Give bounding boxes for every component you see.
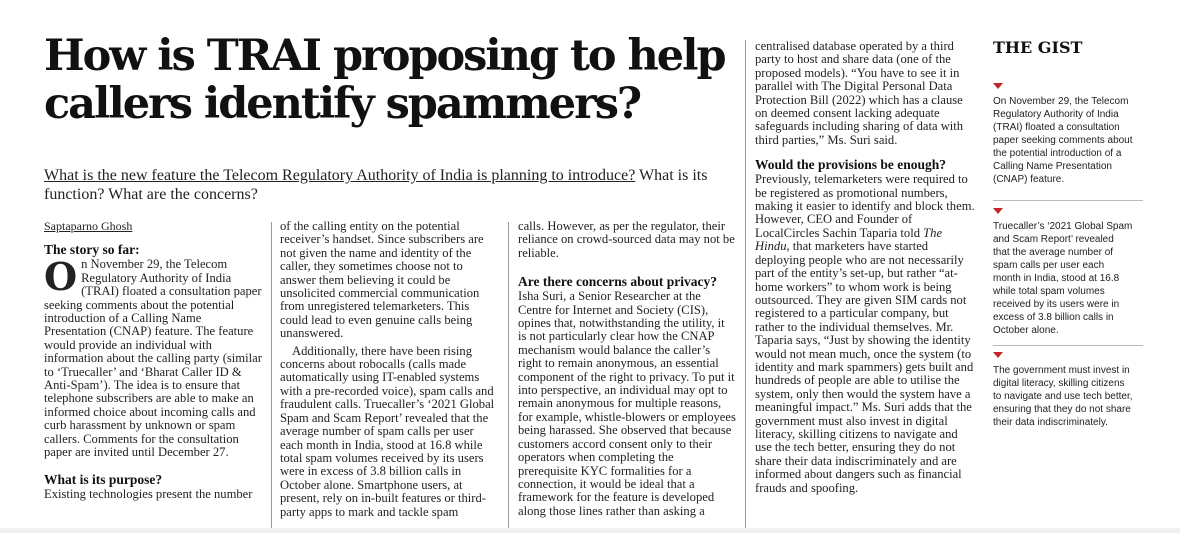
paragraph-text: Previously, telemarketers were required to be registered as promotional numbers, making it easier to identify and block them. However, CEO and Founder of LocalCircles Sachin Taparia told	[755, 172, 975, 240]
column-divider	[508, 222, 509, 528]
heading-privacy: Are there concerns about privacy?	[518, 274, 717, 290]
heading-provisions: Would the provisions be enough?	[755, 157, 947, 173]
dropcap: O	[44, 254, 78, 300]
headline: How is TRAI proposing to help callers identify spammers?	[44, 31, 725, 129]
article-column-2	[280, 220, 498, 528]
gist-text: Truecaller’s ‘2021 Global Spam and Scam Report’ revealed that the average number of spam calls per user each month in India, stood at 16.8 while total spam volumes received by its users were in excess of 3.8 billion calls in October alone.	[993, 221, 1133, 336]
paragraph	[755, 173, 975, 495]
standfirst-rest: What is its function? What are the concerns?	[44, 167, 708, 203]
standfirst	[44, 166, 724, 204]
paragraph: calls. However, as per the regulator, their reliance on crowd-sourced data may not be reliable.	[518, 220, 735, 260]
column-divider	[271, 222, 272, 528]
triangle-marker-icon	[993, 83, 1003, 89]
gist-divider	[993, 345, 1143, 346]
paragraph: Existing technologies present the number	[44, 486, 253, 501]
paragraph: centralised database operated by a third party to host and share data (one of the proposed models). “You have to see it in parallel with The Digital Personal Data Protection Bill (2022) which has a clause on deemed consent lacking adequate safeguards including sharing of data with third parties,” Ms. Suri said.	[755, 40, 964, 147]
gist-text: The government must invest in digital literacy, skilling citizens to navigate and use tech better, ensuring that they do not share their data indiscriminately.	[993, 365, 1133, 428]
gist-item	[993, 208, 1133, 337]
article-column-4	[755, 40, 975, 530]
paragraph: Additionally, there have been rising concerns about robocalls (calls made automatically using IT-enabled systems with a pre-recorded voice), spam calls and fraudulent calls. Truecaller’s ‘2021 Global Spam and Scam Report’ revealed that the average number of spam calls per user each month in India, stood at 16.8 while total spam volumes received by its users were in excess of 3.8 billion calls in October alone. Smartphone users, at present, rely on in-built features or third-party apps to mark and tackle spam	[280, 343, 495, 519]
page-edge	[0, 528, 1180, 533]
standfirst-question: What is the new feature the Telecom Regulatory Authority of India is planning to introduce?	[44, 167, 636, 184]
article-column-3	[518, 220, 736, 528]
heading-purpose: What is its purpose?	[44, 471, 163, 487]
byline[interactable]: Saptaparno Ghosh	[44, 220, 133, 233]
triangle-marker-icon	[993, 208, 1003, 214]
article-column-1	[44, 220, 262, 528]
paragraph: Isha Suri, a Senior Researcher at the Centre for Internet and Society (CIS), opines that, notwithstanding the utility, it is not particularly clear how the CNAP mechanism would balance the caller’s right to remain anonymous, an essential component of the right to privacy. To put it into perspective, an individual may opt to remain anonymous for multiple reasons, for example, whistle-blowers or employees being harassed. She observed that because customers accord consent only to their operators when completing the prerequisite KYC formalities for a connection, it would be ideal that a framework for the feature is developed along those lines rather than asking a	[518, 289, 736, 518]
triangle-marker-icon	[993, 352, 1003, 358]
paragraph-text: , that marketers have started deploying people who are not necessarily part of the entity’s set-up, but rather “at-home workers” to whom work is being outsourced. They are given SIM cards not registered to a particular company, but rather to the individual themselves. Mr. Taparia says, “Just by showing the identity would not mean much, once the system (to identity and mark spammers) gets built and hundreds of people are able to utilise the system, only then would the system have a meaningful impact.” Ms. Suri adds that the government must also invest in digital literacy, skilling citizens to navigate and use the tech better, ensuring they do not share their data indiscriminately and are informed about dangers such as financial frauds and spoofing.	[755, 239, 974, 495]
gist-title: THE GIST	[993, 38, 1083, 57]
gist-text: On November 29, the Telecom Regulatory Authority of India (TRAI) floated a consultation paper seeking comments about the potential introduction of a Calling Name Presentation (CNAP) feature.	[993, 96, 1133, 185]
paragraph-text: n November 29, the Telecom Regulatory Authority of India (TRAI) floated a consultation paper seeking comments about the potential introduction of a Calling Name Presentation (CNAP) feature. The feature would provide an individual with information about the calling party (similar to ‘Truecaller’ and ‘Bharat Caller ID & Anti-Spam’). The idea is to ensure that telephone subscribers are able to make an informed choice about incoming calls and curb harassment by unknown or spam callers. Comments for the consultation paper are invited until December 27.	[44, 257, 262, 460]
publication-name: The Hindu	[755, 225, 943, 254]
gist-divider	[993, 200, 1143, 201]
paragraph: of the calling entity on the potential receiver’s handset. Since subscribers are not given the name and identity of the caller, they sometimes choose not to answer them believing it could be unsolicited commercial communication from unregistered telemarketers. This could lead to even genuine calls being unanswered.	[280, 220, 484, 341]
paragraph	[44, 254, 262, 460]
heading-story-so-far: The story so far:	[44, 242, 140, 258]
gist-item	[993, 352, 1133, 429]
column-divider	[745, 40, 746, 528]
gist-item	[993, 83, 1133, 186]
